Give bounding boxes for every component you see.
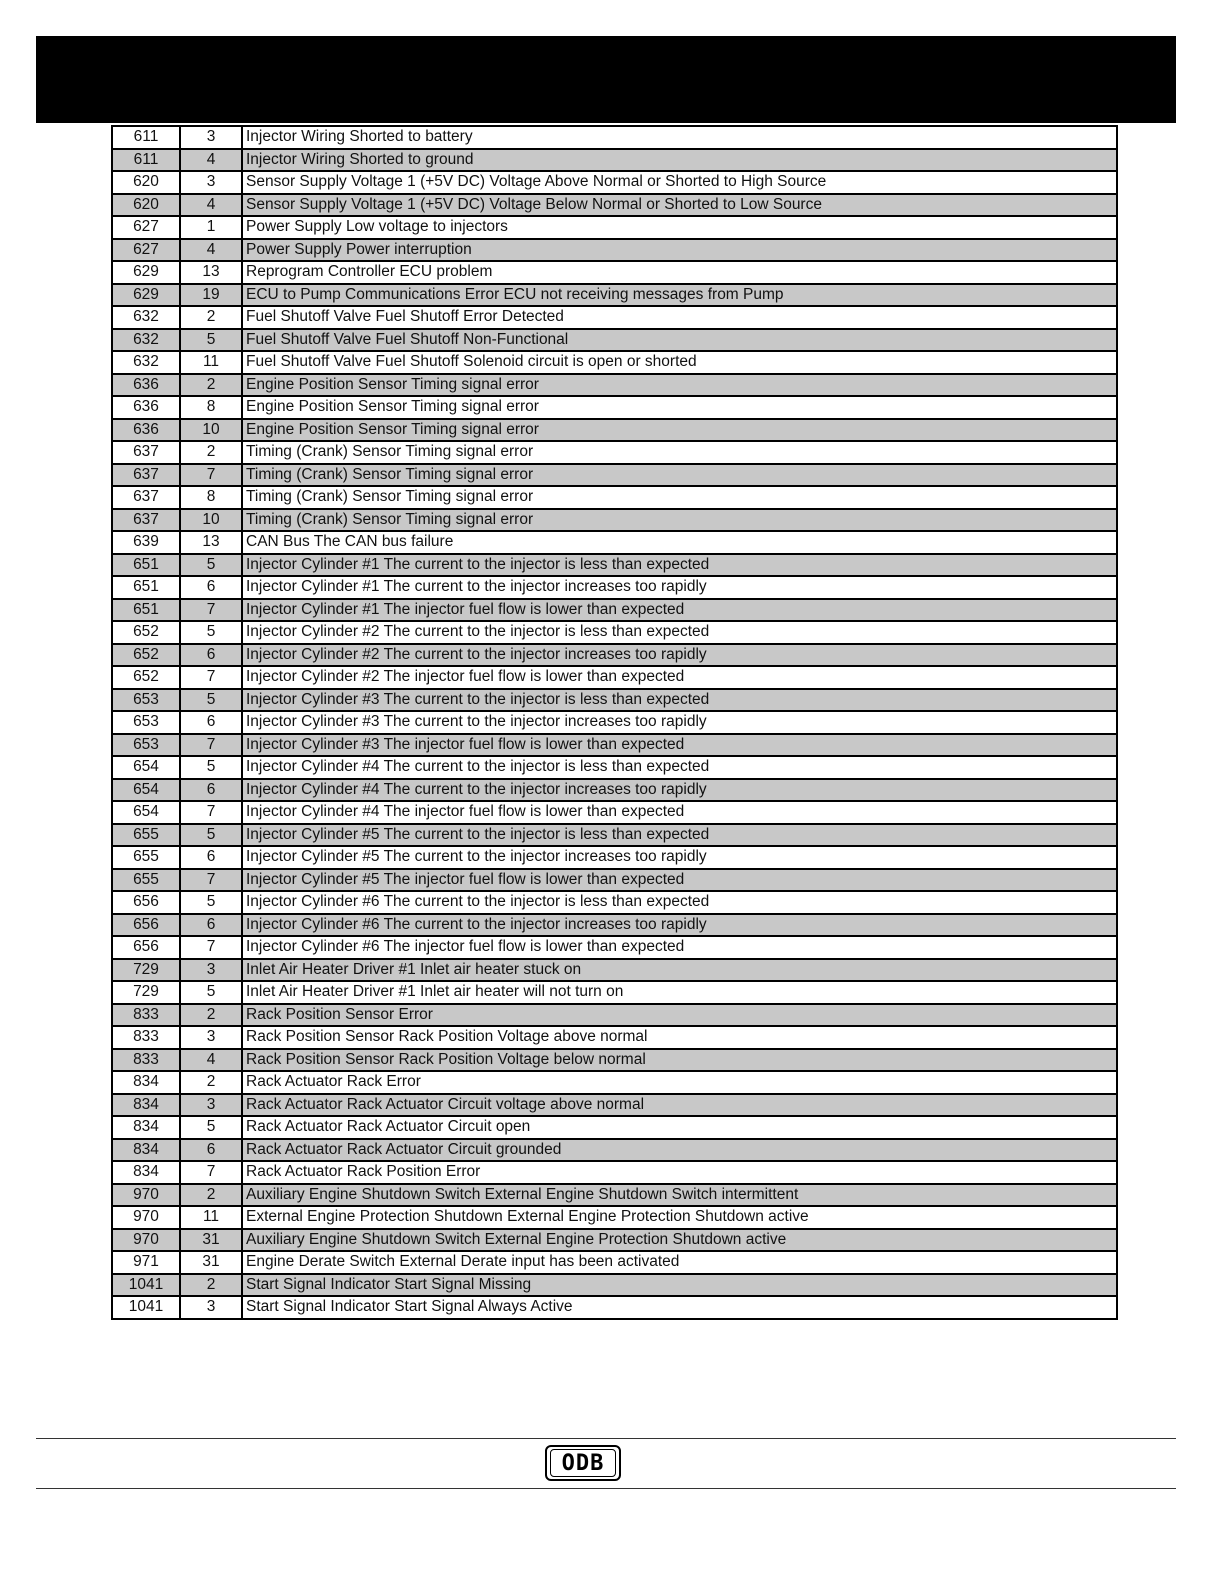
table-row xyxy=(112,846,1117,869)
fmi-cell: 19 xyxy=(180,284,242,307)
description-cell: Power Supply Power interruption xyxy=(242,239,1117,262)
description-cell: Sensor Supply Voltage 1 (+5V DC) Voltage Above Normal or Shorted to High Source xyxy=(242,171,1117,194)
table-row xyxy=(112,801,1117,824)
fmi-cell: 3 xyxy=(180,171,242,194)
table-row xyxy=(112,261,1117,284)
fmi-cell: 5 xyxy=(180,554,242,577)
fmi-cell: 3 xyxy=(180,126,242,149)
table-row xyxy=(112,576,1117,599)
spn-cell: 637 xyxy=(112,509,180,532)
description-cell: Engine Position Sensor Timing signal error xyxy=(242,396,1117,419)
fmi-cell: 7 xyxy=(180,936,242,959)
fmi-cell: 11 xyxy=(180,1206,242,1229)
description-cell: Injector Wiring Shorted to battery xyxy=(242,126,1117,149)
fmi-cell: 5 xyxy=(180,824,242,847)
table-row xyxy=(112,644,1117,667)
spn-cell: 652 xyxy=(112,666,180,689)
table-row xyxy=(112,194,1117,217)
table-row xyxy=(112,351,1117,374)
fmi-cell: 5 xyxy=(180,689,242,712)
table-row xyxy=(112,599,1117,622)
spn-cell: 656 xyxy=(112,891,180,914)
table-row xyxy=(112,689,1117,712)
fmi-cell: 11 xyxy=(180,351,242,374)
fmi-cell: 13 xyxy=(180,531,242,554)
description-cell: Start Signal Indicator Start Signal Always Active xyxy=(242,1296,1117,1319)
fmi-cell: 1 xyxy=(180,216,242,239)
fmi-cell: 5 xyxy=(180,981,242,1004)
spn-cell: 971 xyxy=(112,1251,180,1274)
description-cell: Fuel Shutoff Valve Fuel Shutoff Non-Functional xyxy=(242,329,1117,352)
odb-logo-text: ODB xyxy=(550,1449,616,1477)
table-row xyxy=(112,374,1117,397)
fmi-cell: 13 xyxy=(180,261,242,284)
spn-cell: 620 xyxy=(112,171,180,194)
spn-cell: 834 xyxy=(112,1071,180,1094)
spn-cell: 637 xyxy=(112,441,180,464)
fmi-cell: 6 xyxy=(180,576,242,599)
description-cell: ECU to Pump Communications Error ECU not receiving messages from Pump xyxy=(242,284,1117,307)
fmi-cell: 2 xyxy=(180,374,242,397)
spn-cell: 654 xyxy=(112,801,180,824)
table-row xyxy=(112,1026,1117,1049)
spn-cell: 629 xyxy=(112,284,180,307)
fmi-cell: 2 xyxy=(180,441,242,464)
spn-cell: 654 xyxy=(112,779,180,802)
description-cell: CAN Bus The CAN bus failure xyxy=(242,531,1117,554)
fmi-cell: 2 xyxy=(180,1274,242,1297)
fmi-cell: 5 xyxy=(180,621,242,644)
description-cell: Rack Position Sensor Rack Position Voltage above normal xyxy=(242,1026,1117,1049)
fmi-cell: 5 xyxy=(180,756,242,779)
fmi-cell: 6 xyxy=(180,644,242,667)
table-row xyxy=(112,1094,1117,1117)
description-cell: Injector Cylinder #5 The injector fuel flow is lower than expected xyxy=(242,869,1117,892)
spn-cell: 611 xyxy=(112,149,180,172)
table-row xyxy=(112,734,1117,757)
table-row xyxy=(112,621,1117,644)
table-row xyxy=(112,441,1117,464)
description-cell: Injector Wiring Shorted to ground xyxy=(242,149,1117,172)
description-cell: Injector Cylinder #1 The current to the injector is less than expected xyxy=(242,554,1117,577)
table-row xyxy=(112,1139,1117,1162)
table-row xyxy=(112,419,1117,442)
description-cell: Sensor Supply Voltage 1 (+5V DC) Voltage Below Normal or Shorted to Low Source xyxy=(242,194,1117,217)
description-cell: Reprogram Controller ECU problem xyxy=(242,261,1117,284)
description-cell: Injector Cylinder #6 The current to the injector is less than expected xyxy=(242,891,1117,914)
spn-cell: 632 xyxy=(112,306,180,329)
description-cell: Fuel Shutoff Valve Fuel Shutoff Solenoid circuit is open or shorted xyxy=(242,351,1117,374)
spn-cell: 627 xyxy=(112,216,180,239)
table-row xyxy=(112,509,1117,532)
fmi-cell: 6 xyxy=(180,711,242,734)
spn-cell: 655 xyxy=(112,846,180,869)
fmi-cell: 6 xyxy=(180,914,242,937)
description-cell: Injector Cylinder #4 The current to the injector is less than expected xyxy=(242,756,1117,779)
fmi-cell: 6 xyxy=(180,1139,242,1162)
fault-code-table-container xyxy=(111,125,1118,1320)
description-cell: Injector Cylinder #5 The current to the injector increases too rapidly xyxy=(242,846,1117,869)
table-row xyxy=(112,1206,1117,1229)
spn-cell: 639 xyxy=(112,531,180,554)
description-cell: Injector Cylinder #4 The current to the injector increases too rapidly xyxy=(242,779,1117,802)
table-row xyxy=(112,756,1117,779)
spn-cell: 653 xyxy=(112,711,180,734)
fmi-cell: 4 xyxy=(180,239,242,262)
spn-cell: 655 xyxy=(112,824,180,847)
fmi-cell: 4 xyxy=(180,149,242,172)
fmi-cell: 7 xyxy=(180,666,242,689)
spn-cell: 729 xyxy=(112,959,180,982)
table-row xyxy=(112,666,1117,689)
spn-cell: 632 xyxy=(112,329,180,352)
description-cell: Injector Cylinder #2 The current to the injector is less than expected xyxy=(242,621,1117,644)
table-row xyxy=(112,824,1117,847)
description-cell: Injector Cylinder #2 The injector fuel flow is lower than expected xyxy=(242,666,1117,689)
fmi-cell: 5 xyxy=(180,329,242,352)
fmi-cell: 8 xyxy=(180,486,242,509)
table-row xyxy=(112,914,1117,937)
table-row xyxy=(112,959,1117,982)
description-cell: Injector Cylinder #1 The injector fuel flow is lower than expected xyxy=(242,599,1117,622)
table-row xyxy=(112,1071,1117,1094)
description-cell: Inlet Air Heater Driver #1 Inlet air heater will not turn on xyxy=(242,981,1117,1004)
description-cell: Injector Cylinder #4 The injector fuel flow is lower than expected xyxy=(242,801,1117,824)
fmi-cell: 10 xyxy=(180,509,242,532)
description-cell: Rack Position Sensor Error xyxy=(242,1004,1117,1027)
spn-cell: 637 xyxy=(112,464,180,487)
spn-cell: 636 xyxy=(112,374,180,397)
table-row xyxy=(112,869,1117,892)
table-row xyxy=(112,1296,1117,1319)
fault-code-rows xyxy=(112,126,1117,1319)
fmi-cell: 7 xyxy=(180,869,242,892)
spn-cell: 652 xyxy=(112,621,180,644)
description-cell: Injector Cylinder #2 The current to the injector increases too rapidly xyxy=(242,644,1117,667)
description-cell: Injector Cylinder #6 The injector fuel flow is lower than expected xyxy=(242,936,1117,959)
table-row xyxy=(112,464,1117,487)
table-row xyxy=(112,1229,1117,1252)
spn-cell: 651 xyxy=(112,576,180,599)
fmi-cell: 31 xyxy=(180,1229,242,1252)
fmi-cell: 7 xyxy=(180,801,242,824)
spn-cell: 656 xyxy=(112,914,180,937)
table-row xyxy=(112,1184,1117,1207)
footer-divider-top xyxy=(36,1438,1176,1439)
table-row xyxy=(112,981,1117,1004)
table-row xyxy=(112,216,1117,239)
table-row xyxy=(112,1274,1117,1297)
fmi-cell: 2 xyxy=(180,1004,242,1027)
fmi-cell: 3 xyxy=(180,1296,242,1319)
fmi-cell: 2 xyxy=(180,1071,242,1094)
spn-cell: 1041 xyxy=(112,1274,180,1297)
table-row xyxy=(112,554,1117,577)
spn-cell: 655 xyxy=(112,869,180,892)
spn-cell: 970 xyxy=(112,1206,180,1229)
spn-cell: 651 xyxy=(112,599,180,622)
description-cell: External Engine Protection Shutdown External Engine Protection Shutdown active xyxy=(242,1206,1117,1229)
fmi-cell: 4 xyxy=(180,1049,242,1072)
description-cell: Inlet Air Heater Driver #1 Inlet air heater stuck on xyxy=(242,959,1117,982)
table-row xyxy=(112,171,1117,194)
table-row xyxy=(112,891,1117,914)
description-cell: Injector Cylinder #3 The current to the injector increases too rapidly xyxy=(242,711,1117,734)
description-cell: Rack Actuator Rack Actuator Circuit voltage above normal xyxy=(242,1094,1117,1117)
description-cell: Engine Derate Switch External Derate input has been activated xyxy=(242,1251,1117,1274)
table-row xyxy=(112,531,1117,554)
spn-cell: 833 xyxy=(112,1004,180,1027)
fmi-cell: 7 xyxy=(180,734,242,757)
spn-cell: 834 xyxy=(112,1094,180,1117)
spn-cell: 636 xyxy=(112,419,180,442)
description-cell: Auxiliary Engine Shutdown Switch External Engine Protection Shutdown active xyxy=(242,1229,1117,1252)
fmi-cell: 7 xyxy=(180,464,242,487)
description-cell: Start Signal Indicator Start Signal Missing xyxy=(242,1274,1117,1297)
fmi-cell: 4 xyxy=(180,194,242,217)
fmi-cell: 3 xyxy=(180,1094,242,1117)
table-row xyxy=(112,396,1117,419)
header-bar xyxy=(36,36,1176,123)
fmi-cell: 2 xyxy=(180,306,242,329)
spn-cell: 833 xyxy=(112,1026,180,1049)
fmi-cell: 6 xyxy=(180,846,242,869)
table-row xyxy=(112,1049,1117,1072)
footer-divider-bottom xyxy=(36,1488,1176,1489)
table-row xyxy=(112,306,1117,329)
fmi-cell: 5 xyxy=(180,1116,242,1139)
spn-cell: 970 xyxy=(112,1184,180,1207)
spn-cell: 834 xyxy=(112,1161,180,1184)
description-cell: Power Supply Low voltage to injectors xyxy=(242,216,1117,239)
description-cell: Injector Cylinder #6 The current to the injector increases too rapidly xyxy=(242,914,1117,937)
description-cell: Rack Actuator Rack Actuator Circuit open xyxy=(242,1116,1117,1139)
spn-cell: 729 xyxy=(112,981,180,1004)
spn-cell: 653 xyxy=(112,689,180,712)
table-row xyxy=(112,149,1117,172)
fmi-cell: 10 xyxy=(180,419,242,442)
description-cell: Rack Actuator Rack Error xyxy=(242,1071,1117,1094)
spn-cell: 833 xyxy=(112,1049,180,1072)
spn-cell: 834 xyxy=(112,1139,180,1162)
description-cell: Injector Cylinder #1 The current to the injector increases too rapidly xyxy=(242,576,1117,599)
fmi-cell: 6 xyxy=(180,779,242,802)
table-row xyxy=(112,1004,1117,1027)
table-row xyxy=(112,1116,1117,1139)
spn-cell: 652 xyxy=(112,644,180,667)
table-row xyxy=(112,126,1117,149)
spn-cell: 632 xyxy=(112,351,180,374)
description-cell: Engine Position Sensor Timing signal error xyxy=(242,419,1117,442)
spn-cell: 834 xyxy=(112,1116,180,1139)
description-cell: Injector Cylinder #3 The current to the injector is less than expected xyxy=(242,689,1117,712)
table-row xyxy=(112,936,1117,959)
table-row xyxy=(112,779,1117,802)
fmi-cell: 31 xyxy=(180,1251,242,1274)
table-row xyxy=(112,711,1117,734)
fmi-cell: 2 xyxy=(180,1184,242,1207)
description-cell: Injector Cylinder #3 The injector fuel flow is lower than expected xyxy=(242,734,1117,757)
table-row xyxy=(112,486,1117,509)
fault-code-table xyxy=(111,125,1118,1320)
description-cell: Rack Position Sensor Rack Position Voltage below normal xyxy=(242,1049,1117,1072)
fmi-cell: 7 xyxy=(180,1161,242,1184)
description-cell: Timing (Crank) Sensor Timing signal error xyxy=(242,441,1117,464)
spn-cell: 656 xyxy=(112,936,180,959)
description-cell: Rack Actuator Rack Actuator Circuit grounded xyxy=(242,1139,1117,1162)
table-row xyxy=(112,1251,1117,1274)
spn-cell: 620 xyxy=(112,194,180,217)
fmi-cell: 7 xyxy=(180,599,242,622)
spn-cell: 654 xyxy=(112,756,180,779)
table-row xyxy=(112,284,1117,307)
fmi-cell: 3 xyxy=(180,1026,242,1049)
fmi-cell: 8 xyxy=(180,396,242,419)
description-cell: Auxiliary Engine Shutdown Switch External Engine Shutdown Switch intermittent xyxy=(242,1184,1117,1207)
fmi-cell: 5 xyxy=(180,891,242,914)
fmi-cell: 3 xyxy=(180,959,242,982)
spn-cell: 611 xyxy=(112,126,180,149)
description-cell: Rack Actuator Rack Position Error xyxy=(242,1161,1117,1184)
table-row xyxy=(112,329,1117,352)
spn-cell: 1041 xyxy=(112,1296,180,1319)
spn-cell: 627 xyxy=(112,239,180,262)
description-cell: Engine Position Sensor Timing signal error xyxy=(242,374,1117,397)
table-row xyxy=(112,239,1117,262)
description-cell: Timing (Crank) Sensor Timing signal error xyxy=(242,509,1117,532)
spn-cell: 629 xyxy=(112,261,180,284)
description-cell: Timing (Crank) Sensor Timing signal error xyxy=(242,464,1117,487)
description-cell: Fuel Shutoff Valve Fuel Shutoff Error Detected xyxy=(242,306,1117,329)
spn-cell: 651 xyxy=(112,554,180,577)
table-row xyxy=(112,1161,1117,1184)
spn-cell: 636 xyxy=(112,396,180,419)
spn-cell: 637 xyxy=(112,486,180,509)
description-cell: Timing (Crank) Sensor Timing signal error xyxy=(242,486,1117,509)
spn-cell: 970 xyxy=(112,1229,180,1252)
spn-cell: 653 xyxy=(112,734,180,757)
description-cell: Injector Cylinder #5 The current to the injector is less than expected xyxy=(242,824,1117,847)
odb-logo xyxy=(545,1445,621,1481)
